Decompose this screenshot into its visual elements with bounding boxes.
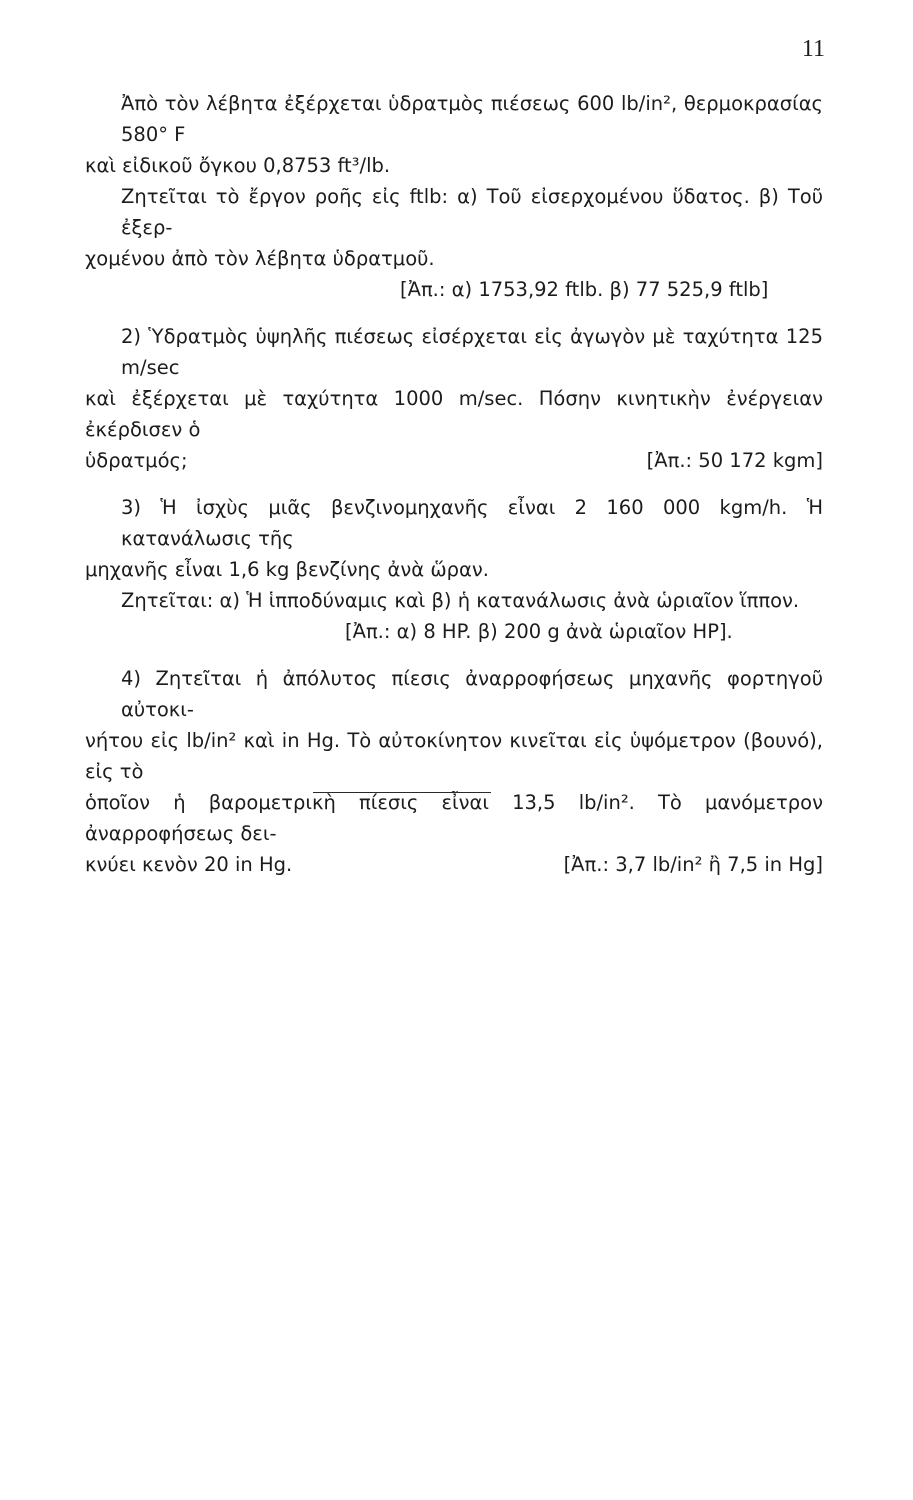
problem-2-last-line — [85, 445, 823, 476]
problem-2-line-2: καὶ ἐξέρχεται μὲ ταχύτητα 1000 m/sec. Πόσην κινητικὴν ἐνέργειαν ἐκέρδισεν ὁ — [85, 387, 823, 441]
problem-1-line-3: Ζητεῖται τὸ ἔργον ροῆς εἰς ftlb: α) Τοῦ εἰσερχομένου ὕδατος. β) Τοῦ ἐξερ- — [121, 185, 823, 239]
problem-3-answer: [Ἀπ.: α) 8 HP. β) 200 g ἀνὰ ὡριαῖον HP]. — [345, 620, 733, 643]
problem-4-line-1: 4) Ζητεῖται ἡ ἀπόλυτος πίεσις ἀναρροφήσεως μηχανῆς φορτηγοῦ αὐτοκι- — [121, 667, 823, 721]
problem-3-line-3: Ζητεῖται: α) Ἡ ἱπποδύναμις καὶ β) ἡ κατανάλωσις ἀνὰ ὡριαῖον ἵππον. — [121, 589, 800, 612]
page-content — [85, 88, 823, 880]
section-end-rule — [313, 792, 491, 793]
problem-1-answer: [Ἀπ.: α) 1753,92 ftlb. β) 77 525,9 ftlb] — [400, 278, 769, 301]
problem-3 — [85, 492, 823, 647]
problem-3-line-1: 3) Ἡ ἰσχὺς μιᾶς βενζινομηχανῆς εἶναι 2 160 000 kgm/h. Ἡ κατανάλωσις τῆς — [121, 496, 823, 550]
problem-4-last-line — [85, 849, 823, 880]
problem-2 — [85, 321, 823, 476]
problem-3-line-2: μηχανῆς εἶναι 1,6 kg βενζίνης ἀνὰ ὥραν. — [85, 558, 489, 581]
problem-1-line-1: Ἀπὸ τὸν λέβητα ἐξέρχεται ὑδρατμὸς πιέσεως 600 lb/in², θερμοκρασίας 580° F — [121, 92, 823, 146]
problem-1-line-2: καὶ εἰδικοῦ ὄγκου 0,8753 ft³/lb. — [85, 154, 391, 177]
problem-4-answer: [Ἀπ.: 3,7 lb/in² ἢ 7,5 in Hg] — [563, 853, 823, 876]
problem-4-line-4: κνύει κενὸν 20 in Hg. — [85, 853, 293, 876]
problem-1 — [85, 88, 823, 305]
problem-2-line-3: ὑδρατμός; — [85, 449, 188, 472]
page-number: 11 — [801, 36, 825, 62]
problem-4-line-2: νήτου εἰς lb/in² καὶ in Hg. Τὸ αὐτοκίνητον κινεῖται εἰς ὑψόμετρον (βουνό), εἰς τὸ — [85, 729, 823, 783]
problem-2-answer: [Ἀπ.: 50 172 kgm] — [646, 449, 823, 472]
problem-2-line-1: 2) Ὑδρατμὸς ὑψηλῆς πιέσεως εἰσέρχεται εἰς ἀγωγὸν μὲ ταχύτητα 125 m/sec — [121, 325, 823, 379]
problem-4-line-3: ὁποῖον ἡ βαρομετρικὴ πίεσις εἶναι 13,5 lb/in². Τὸ μανόμετρον ἀναρροφήσεως δει- — [85, 791, 823, 845]
problem-1-line-4: χομένου ἀπὸ τὸν λέβητα ὑδρατμοῦ. — [85, 247, 435, 270]
problem-4 — [85, 663, 823, 880]
